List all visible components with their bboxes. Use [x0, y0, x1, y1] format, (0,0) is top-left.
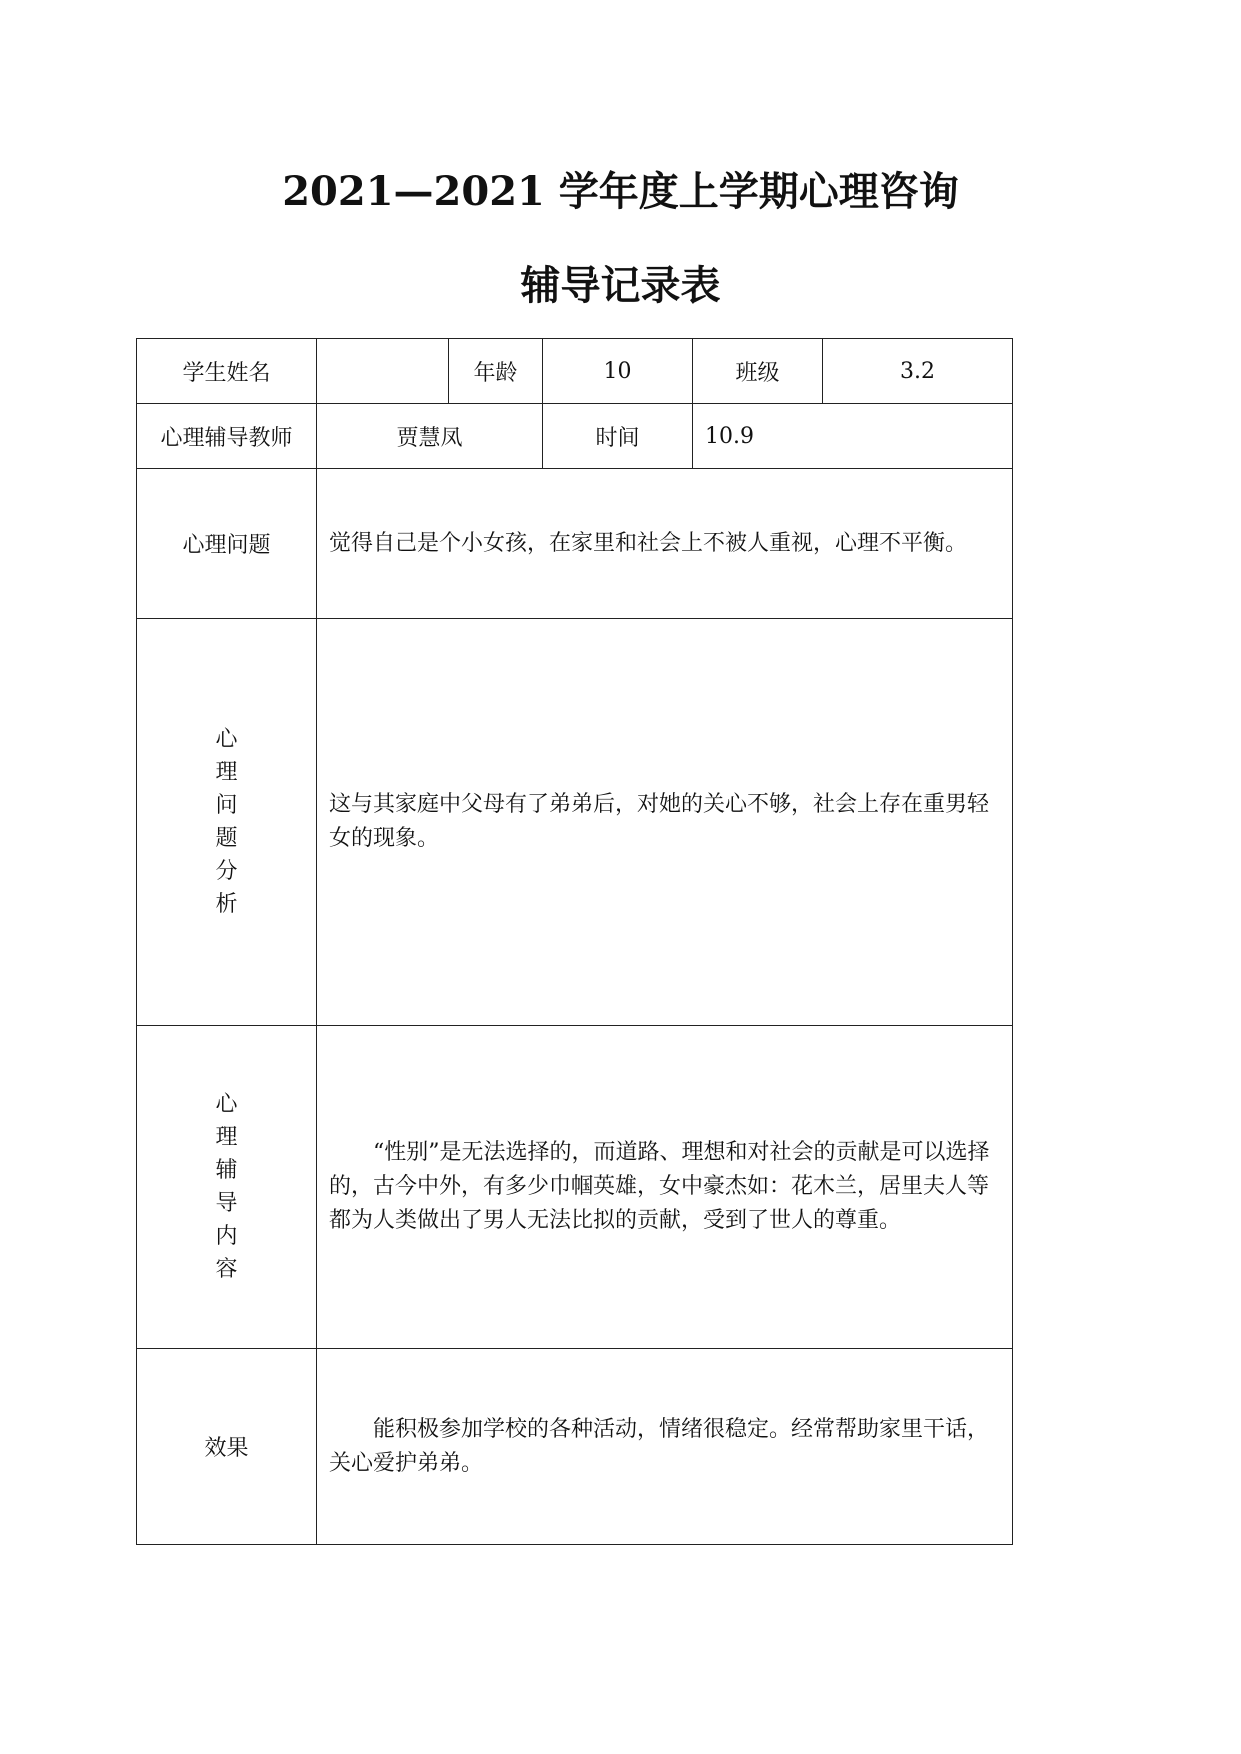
student-name-value[interactable] — [317, 339, 449, 404]
teacher-label: 心理辅导教师 — [137, 404, 317, 469]
student-name-label: 学生姓名 — [137, 339, 317, 404]
time-value[interactable]: 10.9 — [693, 404, 1013, 469]
guidance-label-char: 内 — [215, 1224, 238, 1249]
analysis-label-char: 理 — [215, 760, 238, 785]
row-analysis — [137, 619, 1013, 1026]
analysis-label — [137, 619, 317, 1026]
class-label: 班级 — [693, 339, 823, 404]
analysis-label-char: 心 — [215, 727, 238, 752]
effect-text[interactable]: 能积极参加学校的各种活动，情绪很稳定。经常帮助家里干话，关心爱护弟弟。 — [317, 1349, 1013, 1545]
age-value[interactable]: 10 — [543, 339, 693, 404]
guidance-label-char: 容 — [215, 1257, 238, 1282]
row-problem — [137, 469, 1013, 619]
guidance-text[interactable]: “性别”是无法选择的，而道路、理想和对社会的贡献是可以选择的，古今中外，有多少巾帼英雄，女中豪杰如：花木兰，居里夫人等都为人类做出了男人无法比拟的贡献，受到了世人的尊重。 — [317, 1026, 1013, 1349]
analysis-label-char: 问 — [215, 793, 238, 818]
guidance-label — [137, 1026, 317, 1349]
row-student-info — [137, 339, 1013, 404]
row-effect — [137, 1349, 1013, 1545]
teacher-value[interactable]: 贾慧凤 — [317, 404, 543, 469]
counseling-record-table — [136, 338, 1013, 1545]
time-label: 时间 — [543, 404, 693, 469]
effect-label: 效果 — [137, 1349, 317, 1545]
guidance-label-char: 导 — [215, 1191, 238, 1216]
class-value[interactable]: 3.2 — [823, 339, 1013, 404]
analysis-text[interactable]: 这与其家庭中父母有了弟弟后，对她的关心不够，社会上存在重男轻女的现象。 — [317, 619, 1013, 1026]
analysis-label-char: 题 — [215, 826, 238, 851]
guidance-label-char: 心 — [215, 1092, 238, 1117]
document-title-line-1: 2021—2021 学年度上学期心理咨询 — [282, 168, 959, 215]
guidance-label-char: 理 — [215, 1125, 238, 1150]
analysis-label-char: 分 — [215, 859, 238, 884]
row-teacher-info — [137, 404, 1013, 469]
problem-label: 心理问题 — [137, 469, 317, 619]
analysis-label-char: 析 — [215, 892, 238, 917]
document-title-line-2: 辅导记录表 — [520, 262, 721, 309]
age-label: 年龄 — [449, 339, 543, 404]
guidance-label-char: 辅 — [215, 1158, 238, 1183]
problem-text[interactable]: 觉得自己是个小女孩，在家里和社会上不被人重视，心理不平衡。 — [317, 469, 1013, 619]
row-guidance — [137, 1026, 1013, 1349]
